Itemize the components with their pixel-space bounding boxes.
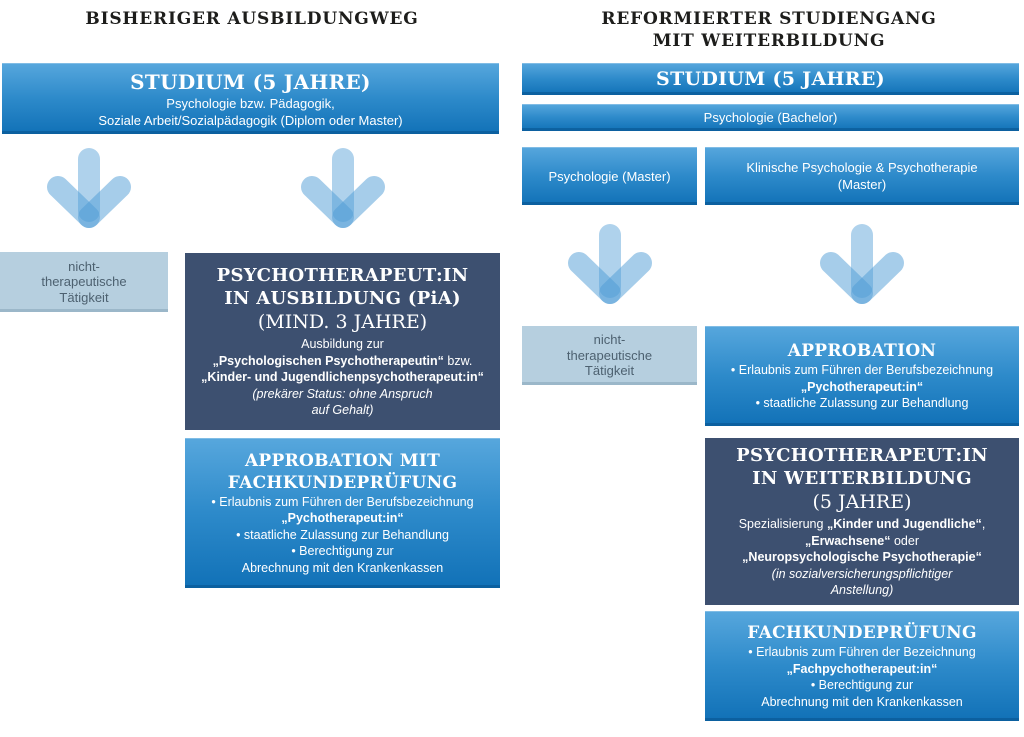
pia-line2 (213, 353, 473, 370)
left-approbation-bullet2: „Pychotherapeut:in“ (281, 511, 404, 526)
nontherapeutic-line1: nicht- (593, 332, 626, 348)
right-column-header-line2: MIT WEITERBILDUNG (652, 31, 886, 51)
weiterbildung-title-line2: IN WEITERBILDUNG (752, 468, 972, 490)
right-bachelor-label: Psychologie (Bachelor) (703, 110, 838, 125)
pia-line4: (prekärer Status: ohne Anspruch (252, 386, 433, 401)
down-arrow-icon (817, 223, 907, 315)
left-approbation-bullet3: • staatliche Zulassung zur Behandlung (236, 527, 449, 542)
pia-line2-rest: bzw. (443, 353, 473, 368)
weiterbildung-title-line3: (5 JAHRE) (812, 491, 912, 514)
left-nontherapeutic-box (0, 252, 168, 312)
right-master-psychologie-label: Psychologie (Master) (548, 168, 671, 184)
nontherapeutic-line3: Tätigkeit (584, 363, 635, 379)
right-studium-box (522, 63, 1019, 95)
down-arrow-icon (565, 223, 655, 315)
right-studium-title: STUDIUM (5 JAHRE) (656, 68, 885, 90)
right-approbation-title: APPROBATION (787, 341, 937, 362)
right-fachkunde-box (705, 611, 1019, 721)
left-column-header: BISHERIGER AUSBILDUNGWEG (85, 9, 419, 29)
pia-title-line3: (MIND. 3 JAHRE) (257, 311, 428, 334)
pia-line5: auf Gehalt) (311, 403, 374, 418)
fachkunde-bullet1: • Erlaubnis zum Führen der Bezeichnung (748, 645, 976, 659)
right-approbation-bullet1: • Erlaubnis zum Führen der Berufsbezeichnung (730, 363, 994, 378)
nontherapeutic-line2: therapeutische (566, 347, 653, 363)
left-studium-line2: Soziale Arbeit/Sozialpädagogik (Diplom oder Master) (98, 112, 403, 128)
weiterbildung-line2 (805, 533, 919, 550)
down-arrow-icon (44, 147, 134, 239)
right-bachelor-box (522, 104, 1019, 131)
pia-line1: Ausbildung zur (301, 337, 384, 352)
right-nontherapeutic-box (522, 326, 697, 385)
nontherapeutic-line3: Tätigkeit (59, 289, 109, 305)
weiterbildung-line1-post: , (981, 517, 986, 532)
fachkunde-title: FACHKUNDEPRÜFUNG (747, 623, 977, 643)
weiterbildung-line5: Anstellung) (830, 583, 894, 598)
nontherapeutic-line2: therapeutische (41, 274, 127, 290)
left-studium-box (2, 63, 499, 134)
right-approbation-box (705, 326, 1019, 426)
weiterbildung-line1-pre: Spezialisierung (738, 517, 827, 532)
left-approbation-bullet5: Abrechnung mit den Krankenkassen (241, 560, 444, 575)
right-column-header (519, 8, 1019, 52)
weiterbildung-line3: „Neuropsychologische Psychotherapie“ (742, 550, 982, 565)
right-approbation-bullet3: • staatliche Zulassung zur Behandlung (755, 396, 969, 411)
right-master-klinische-line2: (Master) (837, 177, 887, 192)
fachkunde-bullet4: Abrechnung mit den Krankenkassen (761, 694, 963, 709)
pia-line3: „Kinder- und Jugendlichenpsychotherapeut:in“ (201, 370, 484, 385)
weiterbildung-title-line1: PSYCHOTHERAPEUT:IN (736, 445, 988, 467)
nontherapeutic-line1: nicht- (68, 258, 100, 274)
left-pia-box (185, 253, 500, 430)
weiterbildung-line2-bold: „Erwachsene“ (805, 533, 891, 548)
right-master-klinische-line1: Klinische Psychologie & Psychotherapie (746, 160, 978, 175)
left-approbation-bullet1: • Erlaubnis zum Führen der Berufsbezeichnung (211, 494, 474, 509)
weiterbildung-line1-bold: „Kinder und Jugendliche“ (826, 517, 982, 532)
weiterbildung-line4: (in sozialversicherungspflichtiger (771, 566, 953, 581)
left-approbation-title2: FACHKUNDEPRÜFUNG (227, 472, 458, 493)
right-column-header-line1: REFORMIERTER STUDIENGANG (601, 9, 937, 29)
left-approbation-bullet4: • Berechtigung zur (291, 544, 394, 559)
right-approbation-bullet2: „Pychotherapeut:in“ (800, 379, 924, 394)
pia-title-line1: PSYCHOTHERAPEUT:IN (216, 265, 469, 287)
down-arrow-icon (298, 147, 388, 239)
pia-title-line2: IN AUSBILDUNG (PiA) (224, 288, 461, 310)
fachkunde-bullet2: „Fachpychotherapeut:in“ (786, 661, 938, 676)
weiterbildung-line2-post: oder (890, 533, 919, 548)
right-master-klinische-box (705, 147, 1019, 205)
weiterbildung-line1 (739, 516, 986, 533)
left-studium-title: STUDIUM (5 JAHRE) (130, 69, 371, 94)
left-approbation-box (185, 438, 500, 588)
right-master-psychologie-box (522, 147, 697, 205)
right-weiterbildung-box (705, 438, 1019, 605)
left-approbation-title1: APPROBATION MIT (244, 450, 441, 471)
pia-line2-bold: „Psychologischen Psychotherapeutin“ (212, 353, 444, 368)
left-studium-line1: Psychologie bzw. Pädagogik, (166, 95, 335, 111)
fachkunde-bullet3: • Berechtigung zur (810, 678, 914, 692)
